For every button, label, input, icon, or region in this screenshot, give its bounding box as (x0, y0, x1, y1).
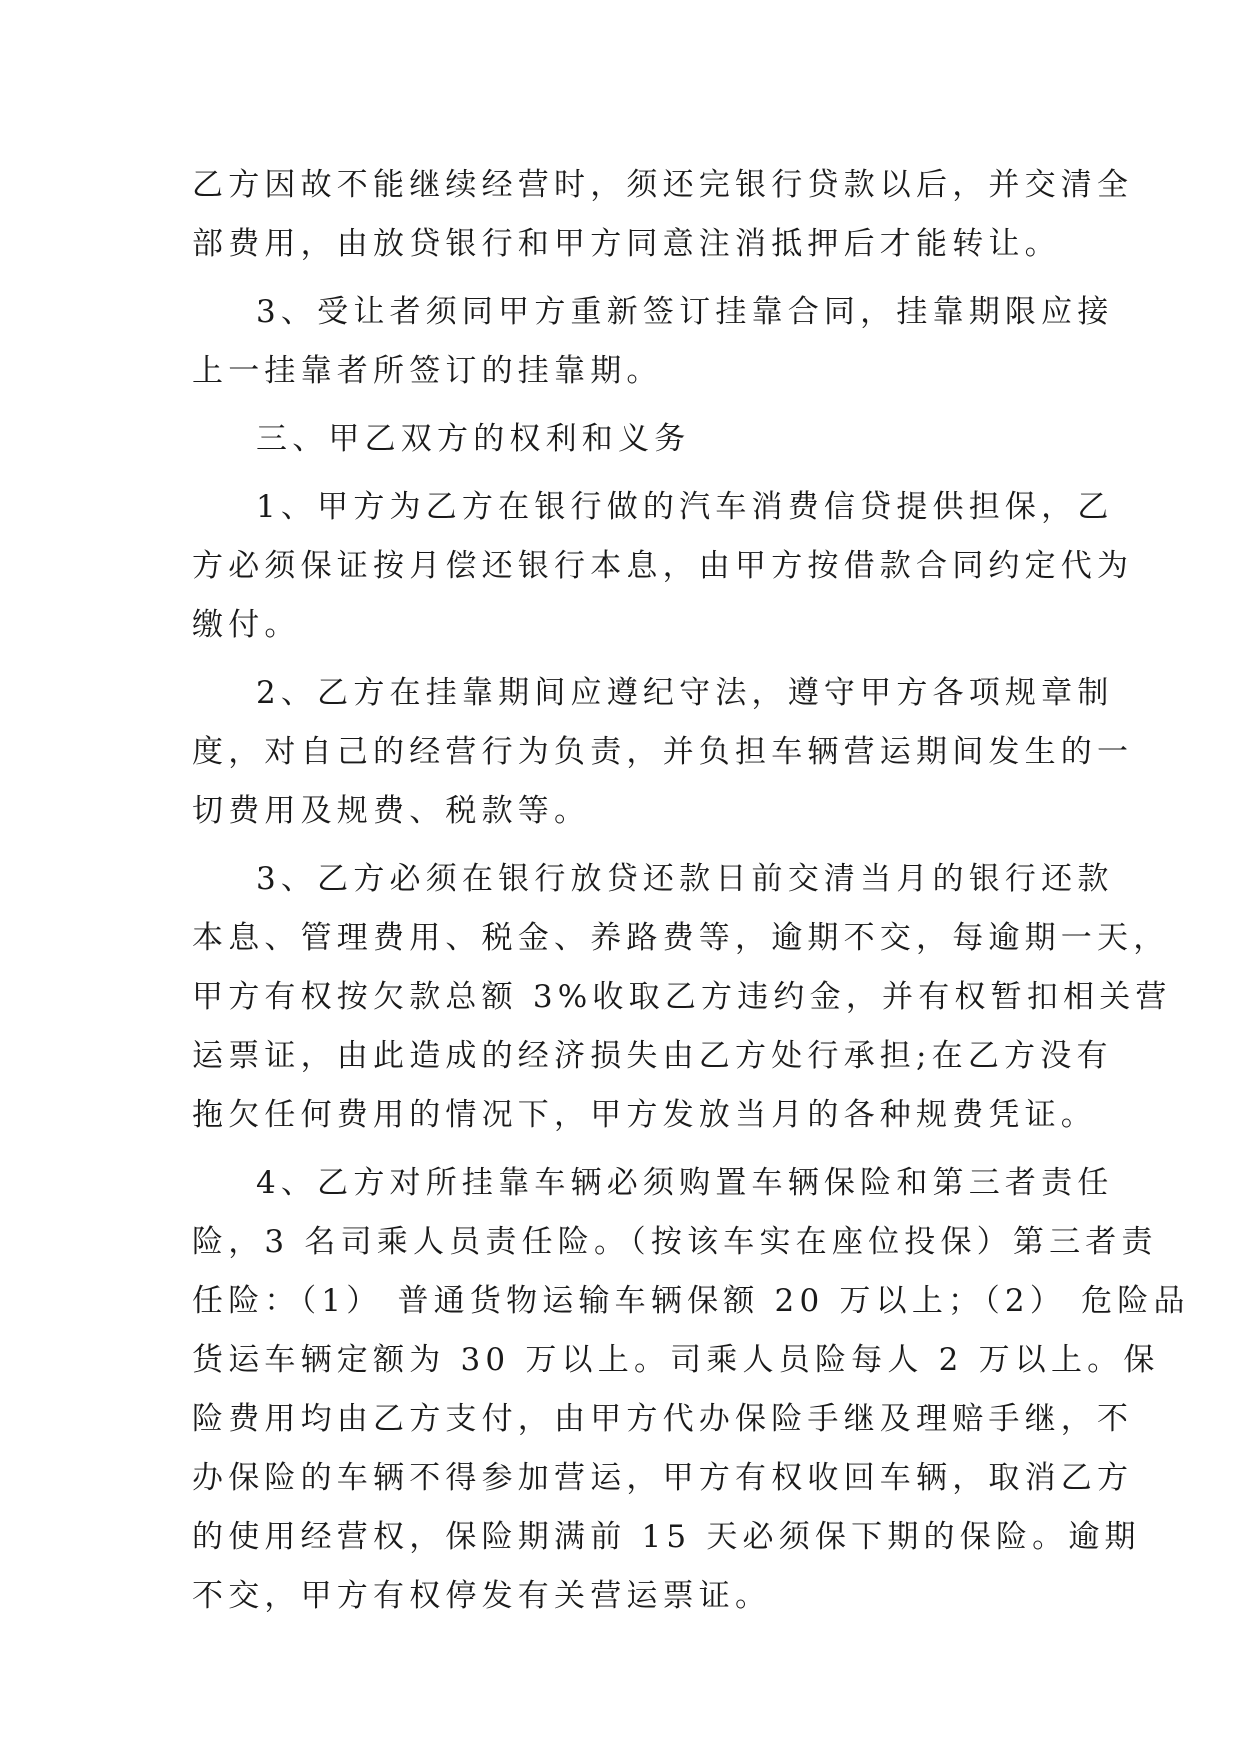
text-line: 险，3 名司乘人员责任险。（按该车实在座位投保）第三者责 (192, 1224, 1158, 1260)
document-body (192, 156, 1190, 1626)
text-line: 缴付。 (192, 607, 301, 643)
text-line: 不交，甲方有权停发有关营运票证。 (192, 1578, 772, 1614)
text-line: 甲方有权按欠款总额 3%收取乙方违约金，并有权暂扣相关营 (192, 979, 1172, 1015)
text-line: 度，对自己的经营行为负责，并负担车辆营运期间发生的一 (192, 734, 1134, 770)
section-three-heading: 三、甲乙双方的权利和义务 (256, 421, 691, 457)
text-line: 运票证，由此造成的经济损失由乙方处行承担;在乙方没有 (192, 1038, 1113, 1074)
text-line: 上一挂靠者所签订的挂靠期。 (192, 353, 663, 389)
text-line: 办保险的车辆不得参加营运，甲方有权收回车辆，取消乙方 (192, 1460, 1134, 1496)
text-line: 任险：（1） 普通货物运输车辆保额 20 万以上；（2） 危险品 (192, 1283, 1190, 1319)
text-line: 本息、管理费用、税金、养路费等，逾期不交，每逾期一天， (192, 920, 1170, 956)
text-line: 切费用及规费、税款等。 (192, 793, 591, 829)
clause-1-line: 1、甲方为乙方在银行做的汽车消费信贷提供担保，乙 (256, 489, 1114, 525)
text-line: 乙方因故不能继续经营时，须还完银行贷款以后，并交清全 (192, 167, 1134, 203)
clause-4-line: 4、乙方对所挂靠车辆必须购置车辆保险和第三者责任 (256, 1165, 1114, 1201)
text-line: 的使用经营权，保险期满前 15 天必须保下期的保险。逾期 (192, 1519, 1141, 1555)
text-line: 部费用，由放贷银行和甲方同意注消抵押后才能转让。 (192, 226, 1061, 262)
clause-3-heading-line: 3、受让者须同甲方重新签订挂靠合同，挂靠期限应接 (256, 294, 1114, 330)
text-line: 方必须保证按月偿还银行本息，由甲方按借款合同约定代为 (192, 548, 1134, 584)
clause-2-line: 2、乙方在挂靠期间应遵纪守法，遵守甲方各项规章制 (256, 675, 1114, 711)
clause-3-line: 3、乙方必须在银行放贷还款日前交清当月的银行还款 (256, 861, 1114, 897)
text-line: 险费用均由乙方支付，由甲方代办保险手继及理赔手继，不 (192, 1401, 1134, 1437)
text-line: 拖欠任何费用的情况下，甲方发放当月的各种规费凭证。 (192, 1097, 1097, 1133)
text-line: 货运车辆定额为 30 万以上。司乘人员险每人 2 万以上。保 (192, 1342, 1160, 1378)
